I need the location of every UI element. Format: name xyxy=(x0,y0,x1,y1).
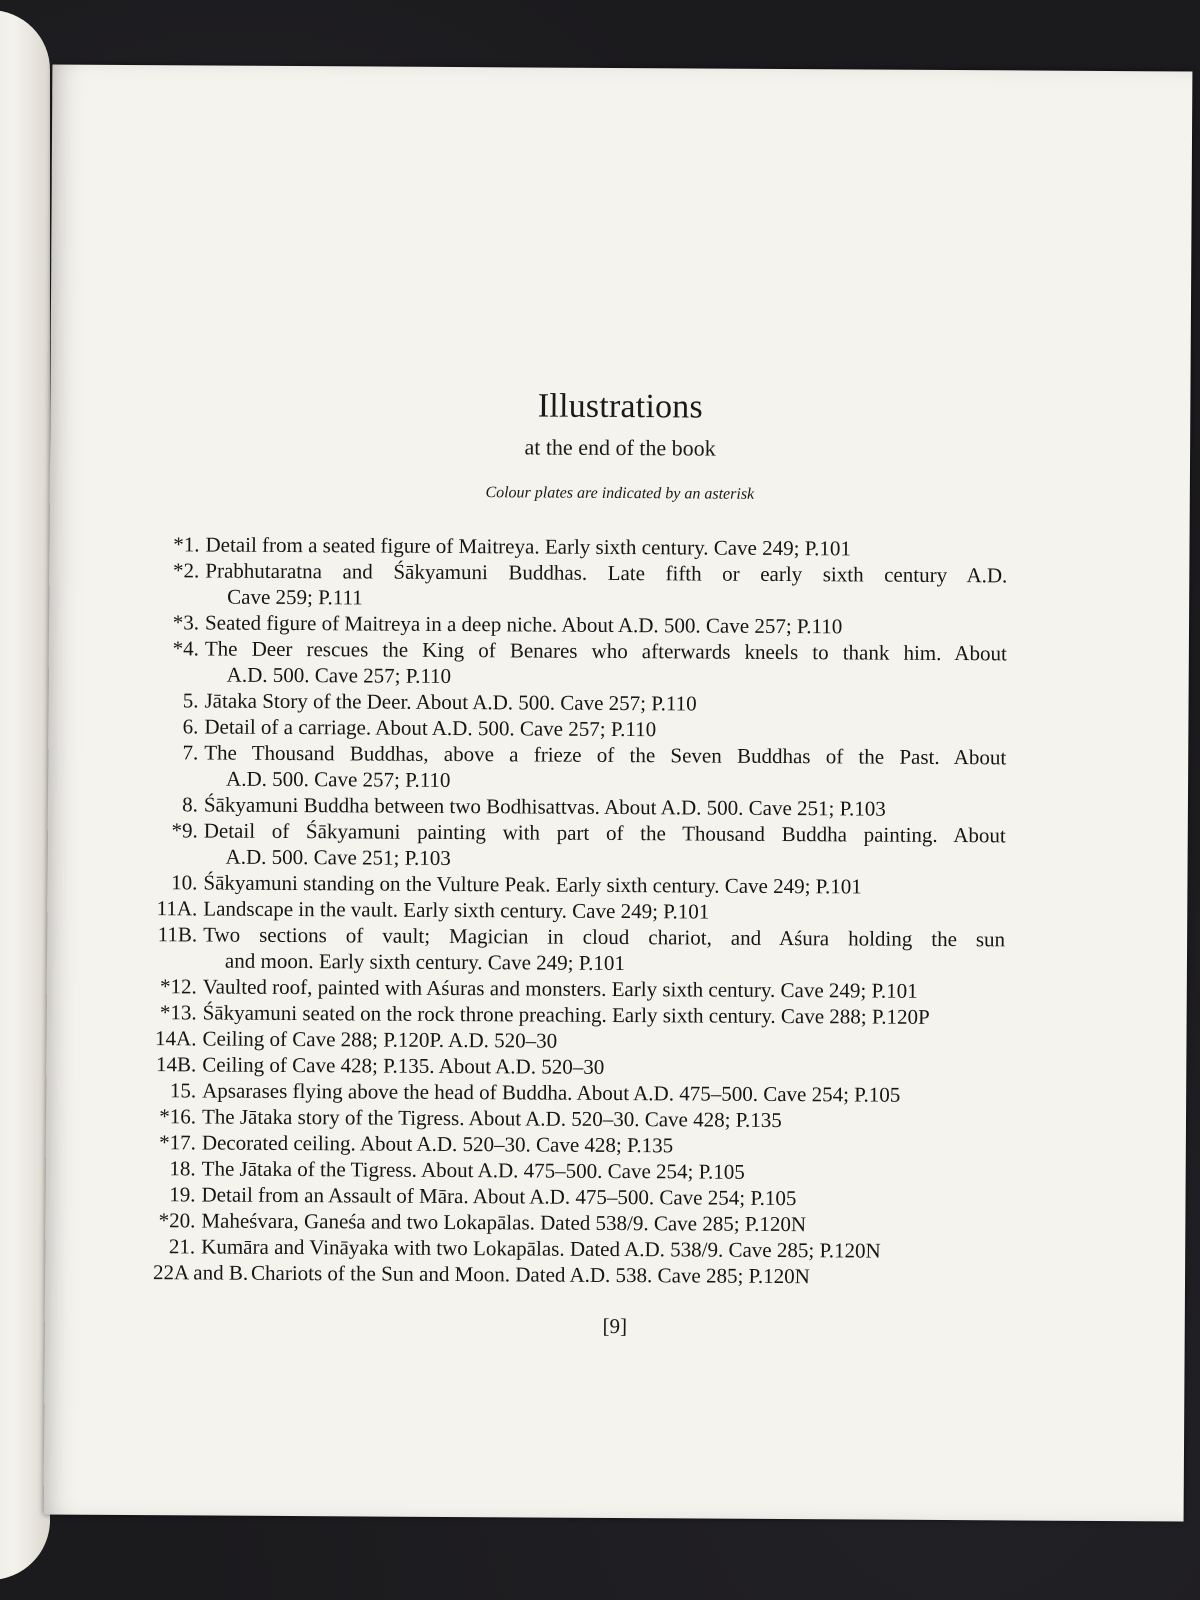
item-text-continuation: A.D. 500. Cave 257; P.110 xyxy=(226,766,451,792)
item-text-continuation: Cave 259; P.111 xyxy=(227,584,363,610)
item-text: Jātaka Story of the Deer. About A.D. 500. Cave 257; P.110 xyxy=(204,688,697,716)
item-number: *17. xyxy=(159,1130,196,1155)
item-number: 14B. xyxy=(155,1052,197,1077)
list-item xyxy=(157,557,1007,614)
item-number: 7. xyxy=(182,740,199,765)
list-item xyxy=(157,635,1007,692)
asterisk-note: Colour plates are indicated by an asterisk xyxy=(485,484,755,503)
item-text: Seated figure of Maitreya in a deep niche. About A.D. 500. Cave 257; P.110 xyxy=(204,610,843,639)
item-text: The Thousand Buddhas, above a frieze of the Seven Buddhas of the Past. About xyxy=(204,740,1007,770)
item-text: Chariots of the Sun and Moon. Dated A.D. 538. Cave 285; P.120N xyxy=(250,1260,810,1289)
item-number: 14A. xyxy=(154,1026,197,1051)
item-number: 8. xyxy=(182,792,198,817)
item-text: Kumāra and Vināyaka with two Lokapālas. Dated A.D. 538/9. Cave 285; P.120N xyxy=(201,1234,881,1263)
item-text: Śākyamuni standing on the Vulture Peak. Early sixth century. Cave 249; P.101 xyxy=(203,870,862,899)
item-text: Apsarases flying above the head of Buddha. About A.D. 475–500. Cave 254; P.105 xyxy=(202,1078,901,1107)
item-text: Prabhutaratna and Śākyamuni Buddhas. Late fifth or early sixth century A.D. xyxy=(205,558,1008,588)
item-number: 21. xyxy=(168,1234,196,1259)
item-number: *16. xyxy=(159,1104,197,1129)
item-text: Vaulted roof, painted with Aśuras and monsters. Early sixth century. Cave 249; P.101 xyxy=(202,974,918,1003)
list-item xyxy=(153,1259,1003,1290)
item-number: *20. xyxy=(158,1208,196,1233)
item-number: *12. xyxy=(159,974,197,999)
item-text: The Deer rescues the King of Benares who afterwards kneels to thank him. About xyxy=(204,636,1007,666)
list-item xyxy=(156,817,1006,874)
item-text: Detail from a seated figure of Maitreya. Early sixth century. Cave 249; P.101 xyxy=(205,532,851,561)
item-text-continuation: A.D. 500. Cave 257; P.110 xyxy=(226,662,452,688)
item-text: Detail of Śākyamuni painting with part of the Thousand Buddha painting. About xyxy=(203,818,1006,848)
item-text: Landscape in the vault. Early sixth century. Cave 249; P.101 xyxy=(203,896,710,924)
item-text-continuation: and moon. Early sixth century. Cave 249; P.101 xyxy=(224,948,625,976)
item-number: 15. xyxy=(169,1078,197,1103)
page-number: [9] xyxy=(602,1313,628,1339)
item-number: *2. xyxy=(173,558,200,583)
facing-page-edge xyxy=(0,10,50,1580)
item-number: 11B. xyxy=(157,922,198,947)
item-text: The Jātaka of the Tigress. About A.D. 475–500. Cave 254; P.105 xyxy=(201,1156,745,1184)
book-page xyxy=(44,65,1193,1522)
item-text: Two sections of vault; Magician in cloud chariot, and Aśura holding the sun xyxy=(203,922,1006,952)
item-text: Śākyamuni seated on the rock throne preaching. Early sixth century. Cave 288; P.120P xyxy=(202,1000,930,1029)
item-number: *9. xyxy=(171,818,198,843)
item-number: *1. xyxy=(173,532,200,557)
list-item xyxy=(156,739,1006,796)
item-text: Śākyamuni Buddha between two Bodhisattvas. About A.D. 500. Cave 251; P.103 xyxy=(203,792,886,821)
item-number: *4. xyxy=(172,636,199,661)
item-number: *3. xyxy=(172,610,200,635)
list-item xyxy=(155,921,1005,978)
page-title: Illustrations xyxy=(537,387,703,426)
item-number: 10. xyxy=(171,870,198,895)
item-number: 5. xyxy=(182,688,199,713)
item-number: 19. xyxy=(169,1182,196,1207)
illustrations-list xyxy=(153,531,1008,1290)
item-text: Ceiling of Cave 428; P.135. About A.D. 520–30 xyxy=(202,1052,605,1079)
item-text: Detail of a carriage. About A.D. 500. Cave 257; P.110 xyxy=(204,714,657,742)
item-number: 6. xyxy=(182,714,199,739)
item-text: Maheśvara, Ganeśa and two Lokapālas. Dated 538/9. Cave 285; P.120N xyxy=(201,1208,807,1237)
item-number: 18. xyxy=(169,1156,196,1181)
item-text-continuation: A.D. 500. Cave 251; P.103 xyxy=(225,844,451,870)
page-subtitle: at the end of the book xyxy=(524,434,716,461)
item-text: Detail from an Assault of Māra. About A.D. 475–500. Cave 254; P.105 xyxy=(201,1182,797,1211)
item-number: *13. xyxy=(159,1000,197,1025)
item-text: Ceiling of Cave 288; P.120P. A.D. 520–30 xyxy=(202,1026,558,1053)
item-text: Decorated ceiling. About A.D. 520–30. Cave 428; P.135 xyxy=(201,1130,674,1158)
item-text: The Jātaka story of the Tigress. About A.D. 520–30. Cave 428; P.135 xyxy=(201,1104,782,1133)
item-number: 11A. xyxy=(156,896,198,921)
item-number: 22A and B. xyxy=(152,1260,249,1285)
